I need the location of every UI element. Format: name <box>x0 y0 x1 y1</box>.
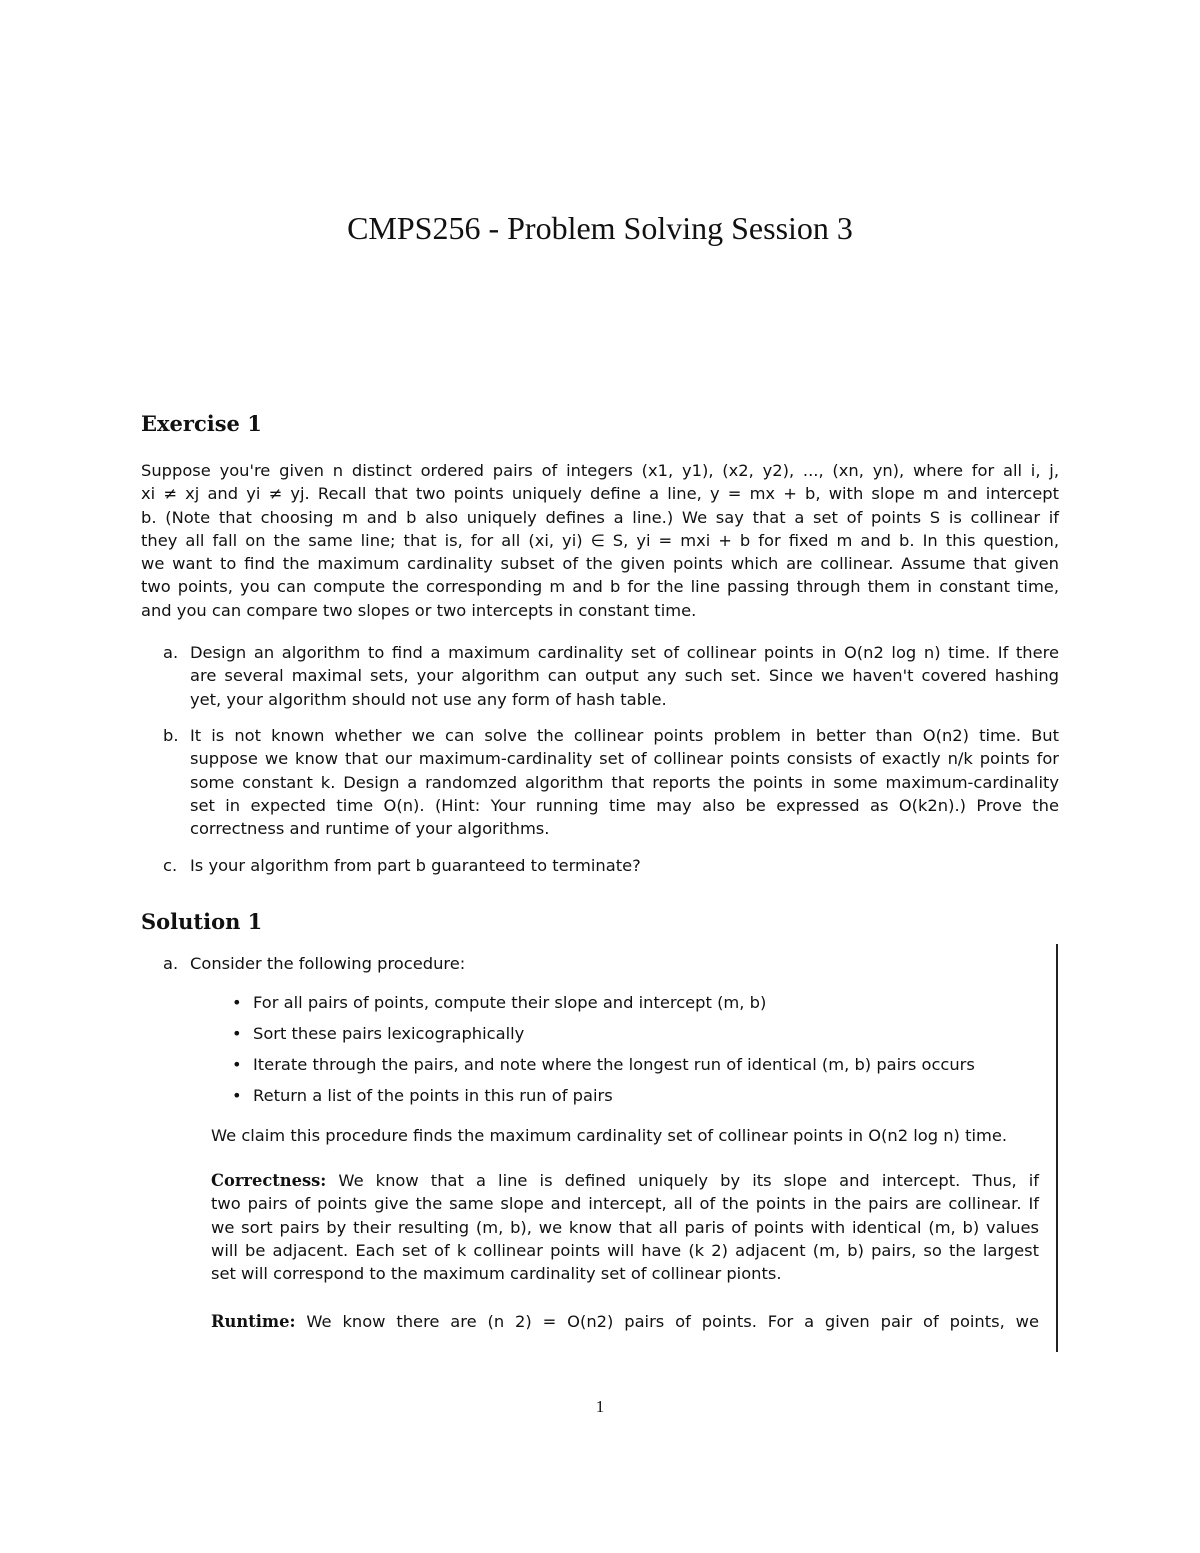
bullet-dot: • <box>232 1055 242 1074</box>
document-title: CMPS256 - Problem Solving Session 3 <box>347 210 853 246</box>
part-marker: b. <box>163 726 179 745</box>
part-text: Design an algorithm to find a maximum cardinality set of collinear points in O(n2 log n) time. If there are several maximal sets, your algorithm can output any such set. Since we haven't covered hashing yet, your algorithm should not use any form of hash table. <box>190 643 1059 709</box>
runtime-paragraph: Runtime: We know there are (n 2) = O(n2) pairs of points. For a given pair of points, we <box>211 1312 1039 1331</box>
correctness-paragraph: Correctness: We know that a line is defined uniquely by its slope and intercept. Thus, if two pairs of points give the same slope and intercept, all of the points in the pairs are collinear. If we sort pairs by their resulting (m, b), we know that all paris of points with identical (m, b) values will be adjacent. Each set of k collinear points will have (k 2) adjacent (m, b) pairs, so the largest set will correspond to the maximum cardinality set of collinear pionts. <box>211 1171 1039 1284</box>
claim-paragraph: We claim this procedure finds the maximum cardinality set of collinear points in O(n2 log n) time. <box>211 1126 1008 1145</box>
intro-line-4: they all fall on the same line; that is, for all (xi, yi) ∈ S, yi = mxi + b for fixed m and b. In this question, <box>141 530 1059 550</box>
solution-heading: Solution 1 <box>141 909 263 934</box>
margin-rule <box>1056 944 1058 1352</box>
part-marker: a. <box>163 954 179 973</box>
exercise-heading: Exercise 1 <box>141 411 262 436</box>
part-text: Is your algorithm from part b guaranteed to terminate? <box>190 856 641 875</box>
page-number: 1 <box>595 1397 605 1416</box>
bullet-dot: • <box>232 993 242 1012</box>
bullet-dot: • <box>232 1024 242 1043</box>
intro-line-1: Suppose you're given n distinct ordered pairs of integers (x1, y1), (x2, y2), ..., (xn, yn), where for all i, j, <box>141 461 1059 480</box>
intro-line-2: xi ≠ xj and yi ≠ yj. Recall that two points uniquely define a line, y = mx + b, with slope m and intercept <box>141 484 1059 504</box>
part-marker: c. <box>163 856 178 875</box>
intro-line-6: two points, you can compute the corresponding m and b for the line passing through them in constant time, <box>141 577 1059 597</box>
part-text: It is not known whether we can solve the collinear points problem in better than O(n2) time. But suppose we know that our maximum-cardinality set of collinear points consists of exactly n/k points for some constant k. Design a randomzed algorithm that reports the points in some maximum-cardinality set in expected time O(n). (Hint: Your running time may also be expressed as O(k2n).) Prove the correctness and runtime of your algorithms. <box>190 726 1059 839</box>
intro-line-7: and you can compare two slopes or two intercepts in constant time. <box>141 600 697 620</box>
part-text: Consider the following procedure: <box>190 954 466 973</box>
intro-line-5: we want to find the maximum cardinality subset of the given points which are collinear. Assume that given <box>141 554 1059 574</box>
bullet-dot: • <box>232 1086 242 1105</box>
runtime-label: Runtime: <box>211 1312 296 1331</box>
correctness-label: Correctness: <box>211 1171 327 1190</box>
intro-line-3: b. (Note that choosing m and b also uniquely defines a line.) We say that a set of points S is collinear if <box>141 507 1059 527</box>
exercise-intro <box>141 459 1059 622</box>
part-marker: a. <box>163 643 179 662</box>
